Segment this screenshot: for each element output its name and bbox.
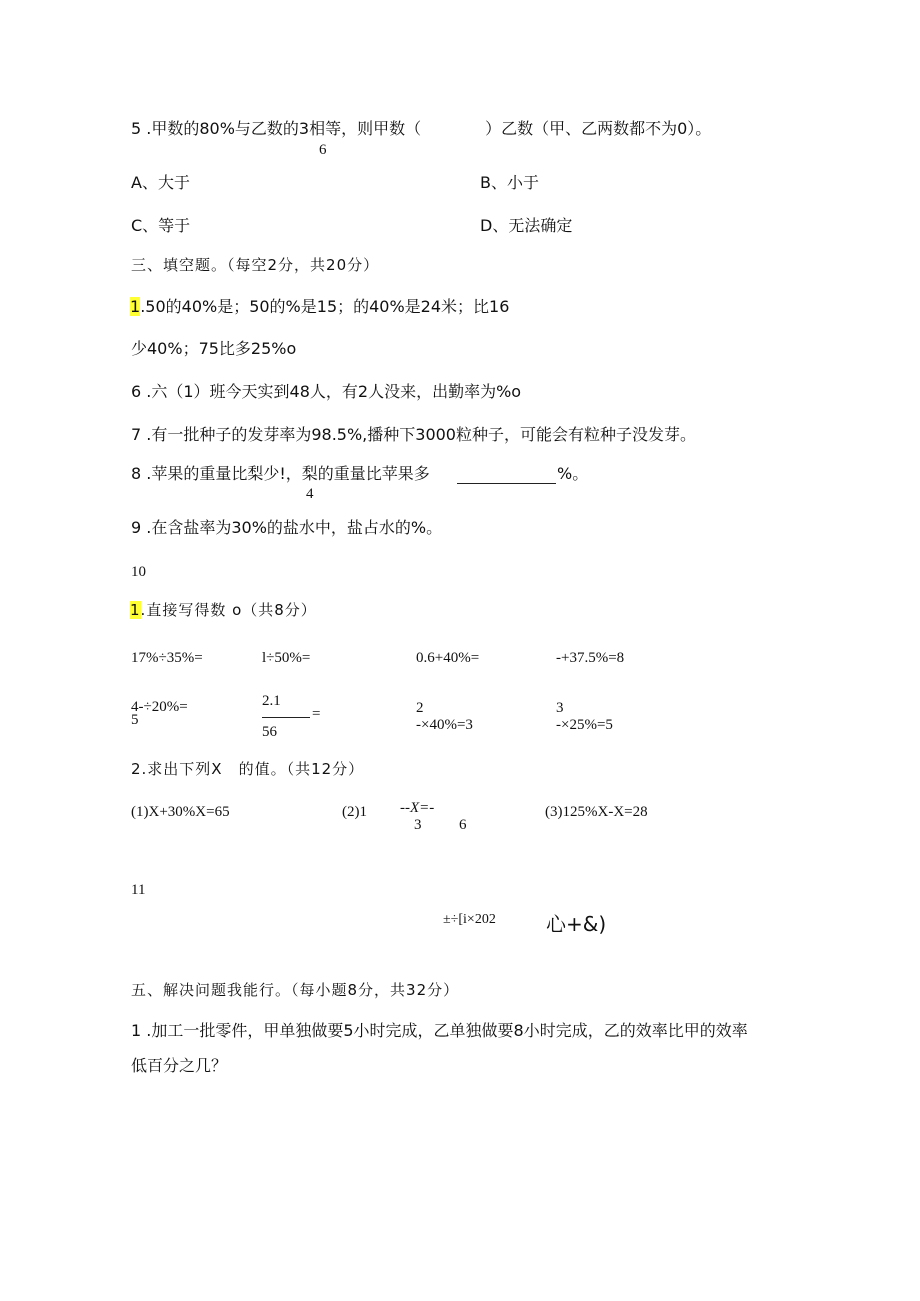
- q5-fraction-denominator: 6: [319, 142, 327, 158]
- section5-heading: 五、解决问题我能行。（每小题8分，共32分）: [131, 981, 460, 999]
- calc-r2c2-fraction-bar: [262, 717, 310, 718]
- solve-eq2-den2: 6: [459, 817, 467, 833]
- calc-r2c1-top: 4-÷20%=: [131, 699, 188, 715]
- solve-eq2-left: (2)1: [342, 804, 367, 820]
- calc-r2c2-bottom: 56: [262, 724, 277, 740]
- fill-item-1-text: .50的40%是；50的%是15；的40%是24米；比16: [140, 297, 510, 316]
- calc-r2c3-bottom: -×40%=3: [416, 717, 473, 733]
- solve-heading: 2.求出下列X 的值。（共12分）: [131, 760, 365, 778]
- q5-option-d: D、无法确定: [480, 216, 573, 235]
- calc-r2c4-top: 3: [556, 700, 564, 716]
- problem-1-line2: 低百分之几？: [131, 1056, 228, 1075]
- calc-heading: .直接写得数 o（共8分）: [140, 601, 317, 619]
- garbled-expression-large: 心+&): [546, 912, 607, 936]
- calc-r2c3-top: 2: [416, 700, 424, 716]
- fill-item-8-blank: [457, 483, 556, 484]
- fill-item-8-suffix: %。: [557, 464, 589, 483]
- problem-1-line1: 1 .加工一批零件，甲单独做要5小时完成，乙单独做要8小时完成，乙的效率比甲的效率: [131, 1021, 748, 1040]
- calc-r2c2-equals: =: [312, 706, 321, 722]
- fill-item-7: 7 .有一批种子的发芽率为98.5%,播种下3000粒种子，可能会有粒种子没发芽。: [131, 425, 696, 444]
- q5-option-a: A、大于: [131, 173, 190, 192]
- fill-item-1-line2: 少40%；75比多25%o: [131, 339, 297, 358]
- q5-text: 5 .甲数的80%与乙数的3相等，则甲数（ ）乙数（甲、乙两数都不为0）。: [131, 119, 712, 138]
- fill-item-8-denominator: 4: [306, 486, 314, 502]
- solve-eq1: (1)X+30%X=65: [131, 804, 230, 820]
- fill-item-1-line1: [130, 299, 509, 315]
- fill-item-10: 10: [131, 564, 146, 580]
- calc-r1c4: -+37.5%=8: [556, 650, 625, 666]
- item-11: 11: [131, 882, 146, 898]
- fill-item-8-prefix: 8 .苹果的重量比梨少!，梨的重量比苹果多: [131, 464, 430, 483]
- highlight-marker: 1: [130, 601, 141, 619]
- q5-option-b: B、小于: [480, 173, 539, 192]
- calc-r2c1-bottom: 5: [131, 712, 139, 728]
- calc-r1c1: 17%÷35%=: [131, 650, 203, 666]
- solve-eq3: (3)125%X-X=28: [545, 804, 648, 820]
- calc-r2c4-bottom: -×25%=5: [556, 717, 613, 733]
- solve-eq2-mid: --X=-: [400, 800, 435, 816]
- section3-heading: 三、填空题。（每空2分，共20分）: [131, 256, 380, 274]
- fill-item-6: 6 .六（1）班今天实到48人，有2人没来，出勤率为%o: [131, 382, 522, 401]
- garbled-expression-small: ±÷[i×202: [443, 912, 496, 927]
- q5-option-c: C、等于: [131, 216, 191, 235]
- fill-item-9: 9 .在含盐率为30%的盐水中，盐占水的%。: [131, 518, 443, 537]
- calc-r1c2: l÷50%=: [262, 650, 311, 666]
- solve-eq2-den1: 3: [414, 817, 422, 833]
- calc-r1c3: 0.6+40%=: [416, 650, 480, 666]
- calc-r2c2-top: 2.1: [262, 693, 281, 709]
- calc-heading-line: [130, 603, 317, 618]
- highlight-marker: 1: [130, 297, 141, 316]
